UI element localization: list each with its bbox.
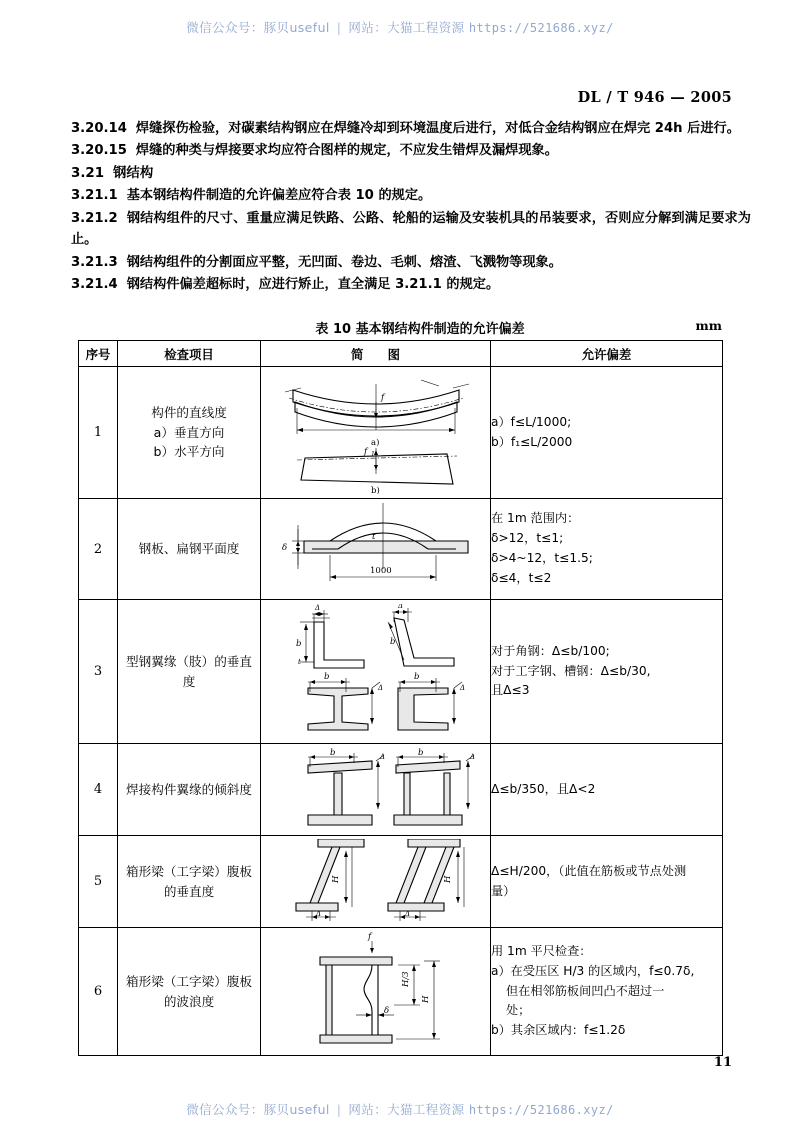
row-tolerance [491, 836, 723, 928]
watermark-prefix: 微信公众号： [186, 20, 264, 35]
paragraph-3-21-2 [71, 208, 751, 251]
row-item [118, 499, 261, 600]
svg-text:Δ: Δ [380, 752, 386, 761]
watermark-separator: | [336, 1102, 342, 1117]
diagram-web-perpendicularity [268, 839, 483, 925]
row-item-main: 箱形梁（工字梁）腹板 [126, 863, 252, 879]
tolerance-line: b）f₁≤L/2000 [491, 434, 573, 449]
tolerance-line: a）在受压区 H/3 的区域内，f≤0.7δ, [491, 963, 695, 978]
row-item [118, 928, 261, 1056]
watermark-site-name: 大猫工程资源 [387, 1102, 465, 1117]
paragraph-3-21-1 [71, 185, 751, 206]
watermark-top [0, 18, 800, 36]
watermark-prefix: 微信公众号： [186, 1102, 264, 1117]
paragraph-number: 3.20.14 [71, 121, 127, 136]
row-tolerance [491, 499, 723, 600]
row-item-main: 构件的直线度 [151, 405, 227, 421]
svg-text:b: b [414, 671, 420, 682]
paragraph-body: 钢结构组件的尺寸、重量应满足铁路、公路、轮船的运输及安装机具的吊装要求，否则应分解到满足要求为止。 [71, 210, 751, 248]
row-number: 2 [79, 499, 118, 600]
paragraph-number: 3.21.4 [71, 276, 118, 292]
tolerance-line: 处； [506, 1003, 531, 1018]
row-diagram [261, 928, 491, 1056]
table-header-row [79, 341, 723, 367]
svg-text:H: H [421, 995, 431, 1003]
svg-text:b: b [390, 636, 396, 647]
row-number: 1 [79, 367, 118, 499]
svg-text:δ: δ [282, 543, 288, 553]
table-caption-row [78, 318, 722, 337]
svg-text:b): b) [370, 485, 380, 494]
table-unit: mm [695, 318, 722, 333]
paragraph-body: 钢结构组件的分割面应平整，无凹面、卷边、毛刺、熔渣、飞溅物等现象。 [126, 254, 562, 270]
svg-text:δ: δ [384, 1005, 390, 1016]
svg-text:Δ: Δ [460, 683, 466, 692]
row-item [118, 367, 261, 499]
svg-text:t: t [372, 532, 376, 542]
row-item-main: 型钢翼缘（肢）的垂直 [126, 653, 252, 669]
row-diagram [261, 499, 491, 600]
watermark-url: https://521686.xyz/ [468, 21, 614, 35]
row-diagram [261, 836, 491, 928]
paragraph-number: 3.21.3 [71, 254, 118, 270]
svg-text:Δ: Δ [378, 683, 384, 692]
row-item-sub-a: a）垂直方向 [153, 424, 225, 440]
row-item-sub: 的垂直度 [163, 883, 215, 899]
row-item [118, 836, 261, 928]
diagram-flange-perpendicularity [268, 604, 483, 740]
tolerance-line: Δ≤H/200，（此值在筋板或节点处测 [491, 863, 687, 878]
svg-text:t: t [298, 657, 301, 666]
svg-text:a): a) [370, 437, 379, 448]
diagram-plate-flatness [268, 503, 483, 595]
diagram-flange-inclination [268, 747, 483, 833]
body-text-block [71, 118, 751, 296]
tolerance-line: a）f≤L/1000; [491, 414, 572, 429]
tolerance-line: 且Δ≤3 [491, 683, 530, 698]
tolerance-line: δ>12，t≤1; [491, 531, 564, 546]
svg-text:Δ: Δ [316, 909, 322, 918]
svg-text:f: f [368, 931, 372, 942]
row-number: 3 [79, 600, 118, 744]
svg-text:b: b [296, 638, 302, 649]
section-title: 钢结构 [113, 165, 154, 181]
paragraph-3-20-15 [71, 140, 751, 161]
row-tolerance [491, 744, 723, 836]
watermark-account: 豚贝useful [263, 1102, 330, 1117]
paragraph-body: 钢结构件偏差超标时，应进行矫止，直全满足 3.21.1 的规定。 [126, 276, 500, 292]
row-item-sub-b: b）水平方向 [153, 444, 225, 460]
row-diagram [261, 367, 491, 499]
standard-code-header: DL / T 946 — 2005 [577, 89, 732, 106]
svg-text:f: f [380, 392, 384, 403]
watermark-bottom [0, 1100, 800, 1118]
watermark-site-label: 网站： [348, 20, 388, 35]
paragraph-number: 3.21.2 [71, 210, 118, 226]
paragraph-number: 3.20.15 [71, 143, 127, 159]
row-item [118, 600, 261, 744]
tolerance-line: δ>4~12，t≤1.5; [491, 551, 593, 565]
svg-text:b: b [324, 671, 330, 682]
table-row [79, 836, 723, 928]
row-item-sub: 度 [182, 673, 196, 689]
tolerance-line: 在 1m 范围内： [491, 511, 580, 526]
paragraph-body: 基本钢结构件制造的允许偏差应符合表 10 的规定。 [126, 188, 432, 204]
svg-text:f: f [363, 446, 367, 457]
table-row [79, 744, 723, 836]
column-header-item: 检查项目 [118, 341, 261, 367]
paragraph-3-20-14 [71, 118, 751, 139]
row-number: 4 [79, 744, 118, 836]
svg-text:1: 1 [370, 450, 375, 458]
row-item-sub: 的波浪度 [163, 993, 215, 1009]
svg-text:H: H [331, 875, 341, 883]
paragraph-3-21-3 [71, 252, 751, 273]
watermark-site-label: 网站： [348, 1102, 388, 1117]
table-row [79, 600, 723, 744]
watermark-site-name: 大猫工程资源 [387, 20, 465, 35]
svg-text:b: b [418, 747, 424, 758]
svg-text:Δ: Δ [315, 603, 321, 612]
tolerance-line: δ≤4，t≤2 [491, 570, 552, 585]
watermark-account: 豚贝useful [263, 20, 330, 35]
table-caption: 表 10 基本钢结构件制造的允许偏差 [315, 322, 525, 337]
row-item-main: 箱形梁（工字梁）腹板 [126, 973, 252, 989]
span-label: 1000 [370, 566, 392, 576]
section-number: 3.21 [71, 165, 105, 181]
row-diagram [261, 600, 491, 744]
section-heading-3-21 [71, 163, 751, 185]
tolerance-line: 但在相邻筋板间凹凸不超过一 [506, 983, 665, 998]
row-number: 6 [79, 928, 118, 1056]
svg-text:b: b [330, 747, 336, 758]
tolerance-line: 对于工字钢、槽钢：Δ≤b/30, [491, 663, 651, 678]
row-item [118, 744, 261, 836]
table-row [79, 367, 723, 499]
tolerance-line: b）其余区域内：f≤1.2δ [491, 1023, 626, 1038]
column-header-tolerance: 允许偏差 [491, 341, 723, 367]
paragraph-3-21-4 [71, 274, 751, 295]
row-item-main: 钢板、扁钢平面度 [138, 541, 240, 557]
tolerance-line: Δ≤b/350，且Δ<2 [491, 781, 596, 796]
paragraph-body: 焊缝探伤检验，对碳素结构钢应在焊缝冷却到环境温度后进行，对低合金结构钢应在焊完 24h 后进行。 [135, 121, 740, 136]
row-tolerance [491, 600, 723, 744]
row-item-main: 焊接构件翼缘的倾斜度 [126, 781, 252, 797]
svg-text:Δ: Δ [470, 752, 476, 761]
diagram-web-waviness [268, 931, 483, 1053]
row-diagram [261, 744, 491, 836]
tolerance-table [78, 340, 723, 1056]
tolerance-line: 量） [491, 883, 516, 898]
watermark-separator: | [336, 20, 342, 35]
svg-text:H: H [443, 875, 453, 883]
tolerance-line: 用 1m 平尺检查： [491, 944, 592, 959]
svg-text:Δ: Δ [405, 909, 411, 918]
svg-text:H/3: H/3 [401, 970, 411, 987]
tolerance-line: 对于角钢：Δ≤b/100; [491, 643, 610, 658]
row-number: 5 [79, 836, 118, 928]
table-row [79, 499, 723, 600]
table-row [79, 928, 723, 1056]
diagram-straightness [271, 372, 481, 494]
column-header-diagram: 简 图 [261, 341, 491, 367]
column-header-no: 序号 [79, 341, 118, 367]
watermark-url: https://521686.xyz/ [468, 1103, 614, 1117]
page-number: 11 [713, 1055, 732, 1070]
svg-text:Δ: Δ [398, 603, 404, 610]
paragraph-body: 焊缝的种类与焊接要求均应符合图样的规定，不应发生错焊及漏焊现象。 [135, 143, 558, 159]
row-tolerance [491, 367, 723, 499]
paragraph-number: 3.21.1 [71, 188, 118, 204]
row-tolerance [491, 928, 723, 1056]
